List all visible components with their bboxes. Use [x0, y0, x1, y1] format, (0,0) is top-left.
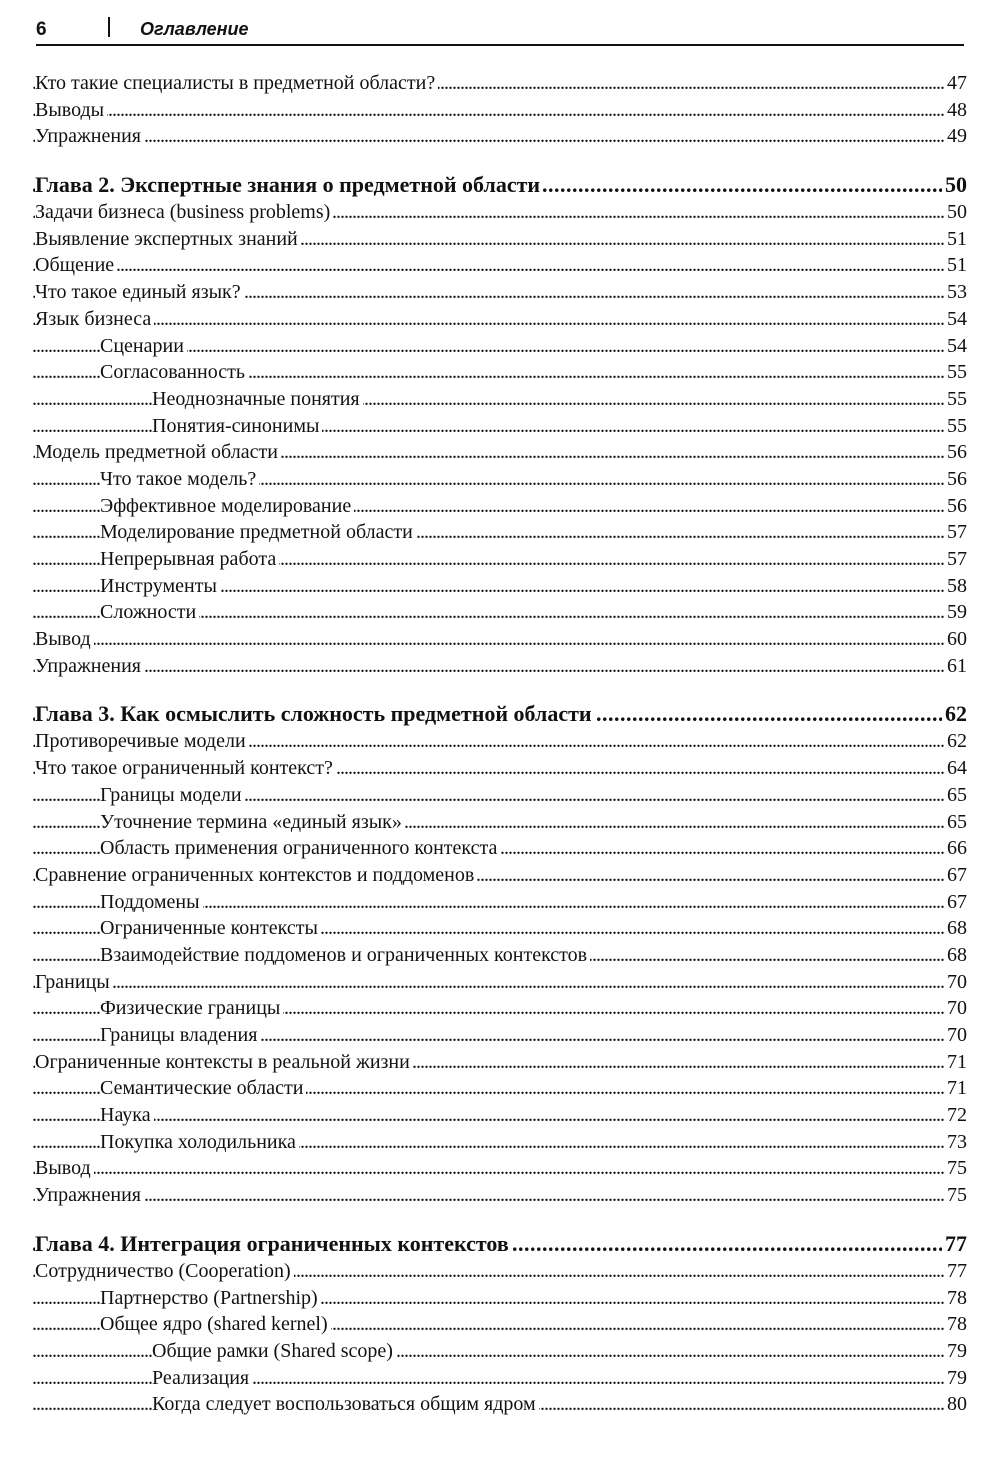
toc-entry-title: Эффективное моделирование: [100, 495, 354, 517]
toc-row[interactable]: [32, 728, 967, 755]
toc-entry-page: 51: [944, 226, 967, 253]
toc-row[interactable]: [32, 942, 967, 969]
toc-chapter-row[interactable]: [32, 700, 967, 728]
toc-row[interactable]: [32, 493, 967, 520]
toc-row[interactable]: [32, 279, 967, 306]
toc-entry-page: 80: [944, 1391, 967, 1418]
toc-entry-title: Уточнение термина «единый язык»: [100, 811, 405, 833]
toc-entry-title: Глава 2. Экспертные знания о предметной области: [35, 172, 543, 197]
toc-entry-page: 79: [944, 1338, 967, 1365]
toc-row[interactable]: [32, 1338, 967, 1365]
toc-entry-title: Реализация: [152, 1367, 252, 1389]
toc-entry-title: Задачи бизнеса (business problems): [35, 201, 333, 223]
toc-entry-page: 55: [944, 413, 967, 440]
toc-entry-title: Границы: [35, 971, 113, 993]
toc-entry-page: 59: [944, 599, 967, 626]
toc-entry-title: Что такое модель?: [100, 468, 259, 490]
toc-entry-page: 57: [944, 546, 967, 573]
toc-entry-title: Моделирование предметной области: [100, 521, 416, 543]
toc-row[interactable]: [32, 1102, 967, 1129]
toc-entry-title: Общее ядро (shared kernel): [100, 1313, 331, 1335]
toc-row[interactable]: [32, 969, 967, 996]
toc-entry-page: 65: [944, 809, 967, 836]
toc-row[interactable]: [32, 1285, 967, 1312]
toc-chapter-row[interactable]: [32, 1230, 967, 1258]
toc-entry-page: 72: [944, 1102, 967, 1129]
toc-entry-title: Покупка холодильника: [100, 1131, 299, 1153]
toc-entry-title: Понятия-синонимы: [152, 415, 322, 437]
toc-row[interactable]: [32, 546, 967, 573]
toc-entry-page: 70: [944, 969, 967, 996]
toc-row[interactable]: [32, 626, 967, 653]
toc-entry-page: 78: [944, 1285, 967, 1312]
toc-row[interactable]: [32, 862, 967, 889]
toc-entry-page: 70: [944, 1022, 967, 1049]
toc-entry-page: 56: [944, 466, 967, 493]
toc-entry-page: 61: [944, 653, 967, 680]
toc-entry-page: 77: [944, 1258, 967, 1285]
toc-entry-title: Модель предметной области: [35, 441, 281, 463]
toc-entry-page: 49: [944, 123, 967, 150]
toc-row[interactable]: [32, 1075, 967, 1102]
toc-row[interactable]: [32, 439, 967, 466]
toc-entry-title: Упражнения: [35, 655, 144, 677]
toc-entry-title: Согласованность: [100, 361, 248, 383]
toc-entry-page: 62: [944, 728, 967, 755]
toc-entry-page: 67: [944, 862, 967, 889]
toc-entry-title: Сравнение ограниченных контекстов и поддоменов: [35, 864, 477, 886]
toc-entry-title: Кто такие специалисты в предметной области?: [35, 72, 438, 94]
toc-entry-title: Сложности: [100, 601, 199, 623]
toc-row[interactable]: [32, 252, 967, 279]
toc-entry-title: Вывод: [35, 628, 94, 650]
toc-row[interactable]: [32, 123, 967, 150]
toc-row[interactable]: [32, 809, 967, 836]
toc-entry-title: Общие рамки (Shared scope): [152, 1340, 396, 1362]
toc-entry-title: Вывод: [35, 1157, 94, 1179]
toc-entry-title: Ограниченные контексты: [100, 917, 321, 939]
toc-row[interactable]: [32, 1258, 967, 1285]
toc-row[interactable]: [32, 1365, 967, 1392]
toc-entry-page: 77: [942, 1230, 967, 1258]
toc-entry-page: 79: [944, 1365, 967, 1392]
toc-row[interactable]: [32, 653, 967, 680]
toc-row[interactable]: [32, 333, 967, 360]
toc-chapter-row[interactable]: [32, 171, 967, 199]
toc-entry-title: Наука: [100, 1104, 154, 1126]
toc-row[interactable]: [32, 199, 967, 226]
toc-entry-page: 54: [944, 306, 967, 333]
toc-entry-page: 60: [944, 626, 967, 653]
toc-entry-page: 64: [944, 755, 967, 782]
toc-entry-title: Поддомены: [100, 891, 203, 913]
toc-entry-page: 65: [944, 782, 967, 809]
toc-entry-title: Сценарии: [100, 335, 187, 357]
toc-row[interactable]: [32, 915, 967, 942]
toc-entry-page: 56: [944, 493, 967, 520]
toc-row[interactable]: [32, 782, 967, 809]
toc-entry-page: 57: [944, 519, 967, 546]
toc-entry-title: Глава 4. Интеграция ограниченных контекстов: [35, 1231, 512, 1256]
toc-entry-title: Когда следует воспользоваться общим ядром: [152, 1393, 539, 1415]
toc-row[interactable]: [32, 755, 967, 782]
toc-entry-title: Упражнения: [35, 1184, 144, 1206]
toc-entry-title: Общение: [35, 254, 117, 276]
table-of-contents: [32, 70, 967, 1418]
toc-row[interactable]: [32, 466, 967, 493]
toc-row[interactable]: [32, 835, 967, 862]
toc-entry-page: 78: [944, 1311, 967, 1338]
toc-row[interactable]: [32, 413, 967, 440]
toc-entry-title: Сотрудничество (Cooperation): [35, 1260, 294, 1282]
toc-entry-page: 71: [944, 1049, 967, 1076]
toc-entry-page: 55: [944, 386, 967, 413]
toc-entry-title: Партнерство (Partnership): [100, 1287, 321, 1309]
toc-entry-title: Упражнения: [35, 125, 144, 147]
page-number: 6: [36, 19, 47, 40]
section-title: Оглавление: [140, 19, 249, 39]
toc-entry-title: Противоречивые модели: [35, 730, 249, 752]
toc-entry-title: Инструменты: [100, 575, 220, 597]
toc-entry-page: 58: [944, 573, 967, 600]
toc-entry-page: 47: [944, 70, 967, 97]
toc-row[interactable]: [32, 306, 967, 333]
toc-entry-page: 62: [942, 700, 967, 728]
toc-entry-page: 71: [944, 1075, 967, 1102]
header-separator: [108, 17, 110, 37]
toc-entry-page: 68: [944, 942, 967, 969]
toc-row[interactable]: [32, 1049, 967, 1076]
toc-entry-page: 50: [944, 199, 967, 226]
toc-entry-title: Границы модели: [100, 784, 245, 806]
toc-row[interactable]: [32, 70, 967, 97]
toc-entry-page: 53: [944, 279, 967, 306]
toc-row[interactable]: [32, 599, 967, 626]
toc-entry-page: 55: [944, 359, 967, 386]
toc-entry-page: 66: [944, 835, 967, 862]
toc-entry-title: Выводы: [35, 99, 107, 121]
toc-row[interactable]: [32, 226, 967, 253]
toc-entry-title: Область применения ограниченного контекста: [100, 837, 500, 859]
toc-entry-title: Неоднозначные понятия: [152, 388, 363, 410]
running-head: [36, 16, 964, 46]
toc-row[interactable]: [32, 1311, 967, 1338]
toc-entry-page: 56: [944, 439, 967, 466]
toc-entry-title: Ограниченные контексты в реальной жизни: [35, 1051, 413, 1073]
toc-row[interactable]: [32, 1022, 967, 1049]
toc-entry-page: 70: [944, 995, 967, 1022]
toc-entry-page: 50: [942, 171, 967, 199]
toc-row[interactable]: [32, 97, 967, 124]
toc-row[interactable]: [32, 1155, 967, 1182]
toc-row[interactable]: [32, 519, 967, 546]
toc-entry-title: Семантические области: [100, 1077, 306, 1099]
toc-entry-page: 51: [944, 252, 967, 279]
toc-row[interactable]: [32, 386, 967, 413]
toc-row[interactable]: [32, 1182, 967, 1209]
toc-entry-title: Взаимодействие поддоменов и ограниченных контекстов: [100, 944, 590, 966]
toc-row[interactable]: [32, 1129, 967, 1156]
toc-entry-page: 75: [944, 1182, 967, 1209]
toc-entry-title: Что такое единый язык?: [35, 281, 244, 303]
toc-entry-title: Выявление экспертных знаний: [35, 228, 301, 250]
toc-entry-title: Физические границы: [100, 997, 283, 1019]
toc-entry-page: 54: [944, 333, 967, 360]
toc-entry-page: 73: [944, 1129, 967, 1156]
toc-row[interactable]: [32, 995, 967, 1022]
toc-entry-title: Непрерывная работа: [100, 548, 279, 570]
toc-row[interactable]: [32, 573, 967, 600]
toc-entry-title: Глава 3. Как осмыслить сложность предметной области: [35, 701, 595, 726]
toc-entry-page: 48: [944, 97, 967, 124]
toc-row[interactable]: [32, 359, 967, 386]
toc-entry-title: Границы владения: [100, 1024, 260, 1046]
toc-entry-title: Язык бизнеса: [35, 308, 154, 330]
toc-entry-page: 68: [944, 915, 967, 942]
toc-entry-page: 75: [944, 1155, 967, 1182]
toc-row[interactable]: [32, 889, 967, 916]
toc-entry-title: Что такое ограниченный контекст?: [35, 757, 336, 779]
toc-entry-page: 67: [944, 889, 967, 916]
toc-row[interactable]: [32, 1391, 967, 1418]
